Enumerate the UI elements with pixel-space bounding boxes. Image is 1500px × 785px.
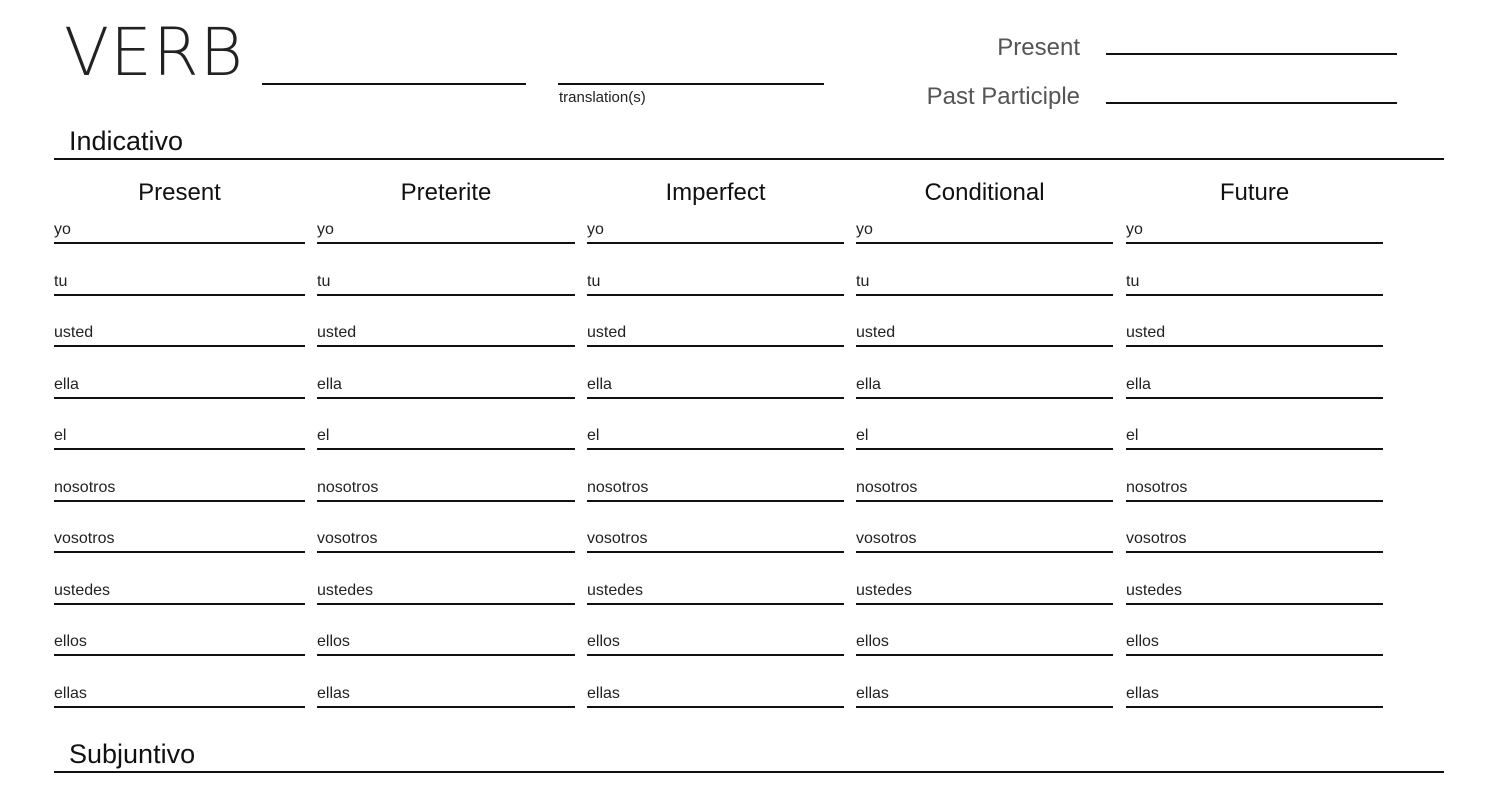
conjugation-row[interactable] (587, 476, 844, 502)
conjugation-row[interactable] (54, 579, 305, 605)
past-participle-label: Past Participle (926, 83, 1080, 110)
pronoun-label: ellas (1126, 684, 1159, 702)
conjugation-row[interactable] (54, 321, 305, 347)
conjugation-row[interactable] (1126, 476, 1383, 502)
conjugation-row[interactable] (856, 218, 1113, 244)
conjugation-row[interactable] (1126, 321, 1383, 347)
conjugation-row[interactable] (1126, 579, 1383, 605)
pronoun-label: ellas (587, 684, 620, 702)
conjugation-row[interactable] (317, 373, 575, 399)
conjugation-row[interactable] (1126, 424, 1383, 450)
verb-title: VERB (64, 14, 244, 91)
pronoun-label: ustedes (1126, 581, 1183, 599)
present-blank-line[interactable] (1106, 53, 1397, 55)
pronoun-label: ustedes (856, 581, 913, 599)
pronoun-label: ustedes (54, 581, 111, 599)
pronoun-label: yo (317, 221, 334, 238)
pronoun-label: vosotros (1126, 530, 1187, 547)
past-participle-blank-line[interactable] (1106, 102, 1397, 104)
conjugation-row[interactable] (54, 218, 305, 244)
pronoun-label: ellas (856, 684, 889, 702)
pronoun-label: ella (54, 375, 79, 393)
pronoun-label: usted (856, 324, 896, 341)
conjugation-row[interactable] (54, 682, 305, 708)
pronoun-label: usted (317, 324, 357, 341)
column-header: Future (1219, 179, 1290, 206)
pronoun-label: ellos (587, 633, 620, 650)
pronoun-label: yo (856, 221, 873, 238)
conjugation-row[interactable] (856, 682, 1113, 708)
pronoun-label: el (317, 427, 330, 444)
column-present (54, 176, 305, 702)
conjugation-row[interactable] (856, 373, 1113, 399)
conjugation-row[interactable] (856, 476, 1113, 502)
pronoun-label: usted (54, 324, 94, 341)
conjugation-row[interactable] (587, 373, 844, 399)
conjugation-row[interactable] (856, 321, 1113, 347)
pronoun-label: ustedes (317, 581, 374, 599)
translation-label: translation(s) (559, 89, 646, 106)
conjugation-row[interactable] (54, 630, 305, 656)
column-imperfect (587, 176, 844, 702)
pronoun-label: ella (317, 375, 342, 393)
conjugation-row[interactable] (54, 424, 305, 450)
conjugation-row[interactable] (587, 321, 844, 347)
conjugation-row[interactable] (1126, 218, 1383, 244)
column-conditional (856, 176, 1113, 702)
conjugation-row[interactable] (1126, 373, 1383, 399)
pronoun-label: vosotros (587, 530, 648, 547)
conjugation-row[interactable] (317, 321, 575, 347)
column-header: Imperfect (665, 179, 766, 206)
pronoun-label: tu (317, 272, 331, 290)
pronoun-label: yo (587, 221, 604, 238)
conjugation-row[interactable] (54, 527, 305, 553)
conjugation-row[interactable] (587, 527, 844, 553)
translation-blank-line[interactable] (558, 83, 824, 85)
pronoun-label: el (1126, 427, 1139, 444)
pronoun-label: nosotros (317, 478, 379, 496)
column-header: Preterite (400, 179, 492, 206)
pronoun-label: nosotros (856, 478, 918, 496)
conjugation-row[interactable] (856, 579, 1113, 605)
conjugation-row[interactable] (1126, 630, 1383, 656)
conjugation-row[interactable] (317, 682, 575, 708)
pronoun-label: ustedes (587, 581, 644, 599)
section-title-subjuntivo: Subjuntivo (69, 739, 196, 769)
conjugation-row[interactable] (587, 218, 844, 244)
pronoun-label: tu (587, 272, 601, 290)
pronoun-label: vosotros (856, 530, 917, 547)
conjugation-row[interactable] (1126, 270, 1383, 296)
conjugation-row[interactable] (54, 373, 305, 399)
pronoun-label: nosotros (1126, 478, 1188, 496)
column-header: Conditional (924, 179, 1045, 206)
section-divider (54, 771, 1444, 773)
pronoun-label: el (54, 427, 67, 444)
pronoun-label: tu (1126, 272, 1140, 290)
pronoun-label: yo (54, 221, 71, 238)
conjugation-row[interactable] (317, 476, 575, 502)
conjugation-row[interactable] (1126, 682, 1383, 708)
conjugation-row[interactable] (1126, 527, 1383, 553)
conjugation-row[interactable] (317, 579, 575, 605)
conjugation-row[interactable] (856, 630, 1113, 656)
conjugation-row[interactable] (856, 424, 1113, 450)
pronoun-label: tu (54, 272, 68, 290)
conjugation-row[interactable] (317, 424, 575, 450)
conjugation-row[interactable] (317, 218, 575, 244)
pronoun-label: ellos (54, 633, 87, 650)
conjugation-row[interactable] (317, 527, 575, 553)
pronoun-label: el (587, 427, 600, 444)
column-future (1126, 176, 1383, 702)
section-divider (54, 158, 1444, 160)
section-title-indicativo: Indicativo (69, 126, 184, 156)
pronoun-label: ellas (54, 684, 87, 702)
pronoun-label: ellos (856, 633, 889, 650)
pronoun-label: vosotros (54, 530, 115, 547)
pronoun-label: usted (587, 324, 627, 341)
pronoun-label: el (856, 427, 869, 444)
pronoun-label: vosotros (317, 530, 378, 547)
conjugation-row[interactable] (317, 630, 575, 656)
conjugation-row[interactable] (587, 630, 844, 656)
conjugation-row[interactable] (317, 270, 575, 296)
conjugation-row[interactable] (587, 579, 844, 605)
pronoun-label: nosotros (587, 478, 649, 496)
pronoun-label: yo (1126, 221, 1143, 238)
conjugation-row[interactable] (587, 424, 844, 450)
pronoun-label: ella (1126, 375, 1151, 393)
conjugation-row[interactable] (587, 682, 844, 708)
pronoun-label: usted (1126, 324, 1166, 341)
conjugation-row[interactable] (587, 270, 844, 296)
pronoun-label: nosotros (54, 478, 116, 496)
pronoun-label: ellas (317, 684, 350, 702)
pronoun-label: ella (587, 375, 612, 393)
column-preterite (317, 176, 575, 702)
pronoun-label: ellos (1126, 633, 1159, 650)
column-header: Present (138, 179, 221, 206)
conjugation-row[interactable] (54, 270, 305, 296)
verb-blank-line[interactable] (262, 83, 526, 85)
conjugation-row[interactable] (856, 527, 1113, 553)
pronoun-label: ellos (317, 633, 350, 650)
present-label: Present (997, 34, 1080, 61)
conjugation-row[interactable] (54, 476, 305, 502)
pronoun-label: tu (856, 272, 870, 290)
conjugation-row[interactable] (856, 270, 1113, 296)
pronoun-label: ella (856, 375, 881, 393)
